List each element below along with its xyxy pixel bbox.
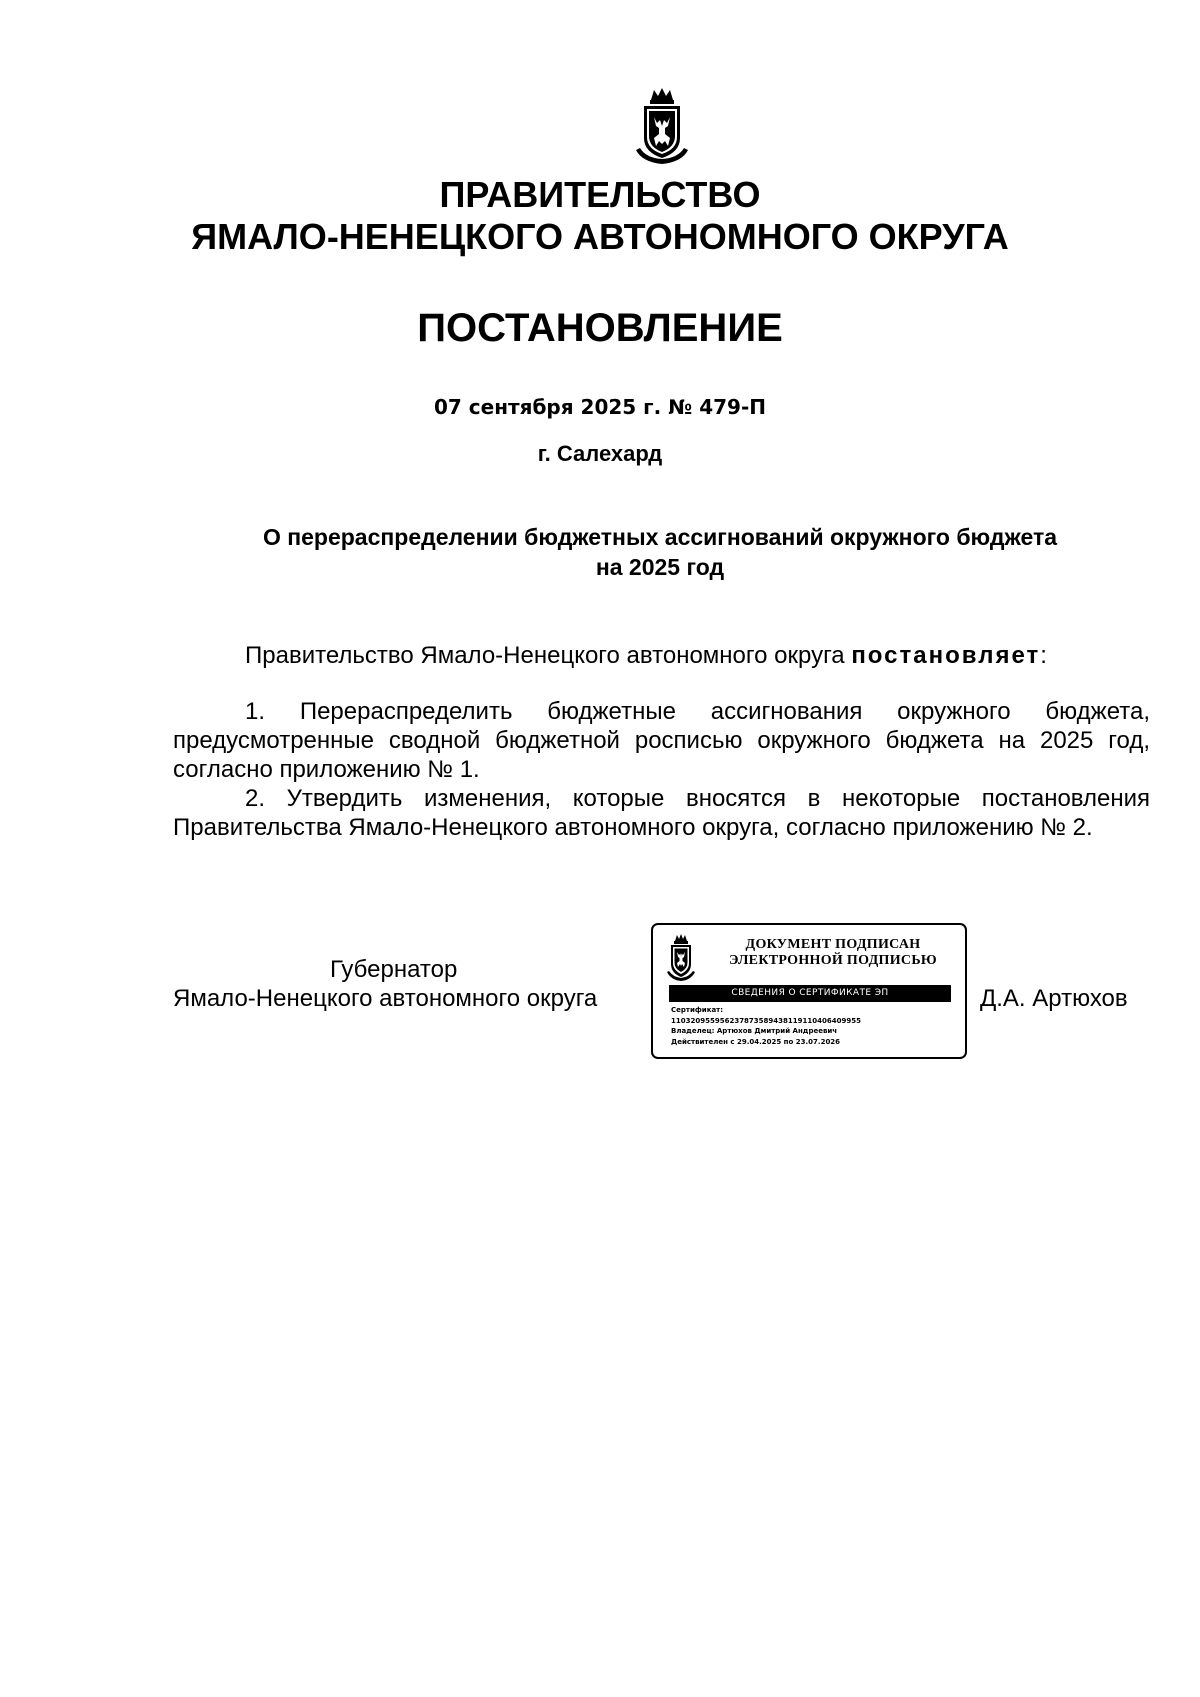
- government-title-line-2: ЯМАЛО-НЕНЕЦКОГО АВТОНОМНОГО ОКРУГА: [191, 216, 1009, 257]
- stamp-title: [703, 937, 963, 969]
- certificate-number: 11032095595623787358943811911040640995​5: [671, 1016, 861, 1025]
- subject-line-1: О перераспределении бюджетных ассигнований окружного бюджета: [262, 524, 1058, 550]
- stamp-coat-of-arms-icon: [665, 933, 697, 983]
- electronic-signature-stamp: [651, 923, 967, 1059]
- preamble-emphasis: постановляет: [851, 642, 1041, 669]
- subject-line-2: на 2025 год: [595, 554, 725, 580]
- clause-1: 1. Перераспределить бюджетные ассигнования окружного бюджета, предусмотренные сводной бюджетной росписью окружного бюджета на 2025 год, согласно приложению № 1.: [173, 698, 1150, 783]
- document-subject: [190, 522, 1130, 582]
- signatory-position-line-1: Губернатор: [330, 956, 458, 983]
- document-city: г. Салехард: [537, 441, 663, 466]
- certificate-validity: Действителен с 29.04.2025 по 23.07.2026: [671, 1037, 841, 1046]
- document-type-title: ПОСТАНОВЛЕНИЕ: [417, 306, 783, 350]
- stamp-certificate-bar: СВЕДЕНИЯ О СЕРТИФИКАТЕ ЭП: [669, 985, 951, 1002]
- preamble-end: :: [1040, 642, 1047, 669]
- stamp-title-line-2: ЭЛЕКТРОННОЙ ПОДПИСЬЮ: [729, 953, 937, 968]
- certificate-owner: Владелец: Артюхов Дмитрий Андреевич: [671, 1027, 838, 1035]
- certificate-label: Сертификат:: [671, 1006, 724, 1014]
- government-title-line-1: ПРАВИТЕЛЬСТВО: [439, 174, 761, 215]
- clauses-list: [173, 697, 1150, 842]
- stamp-title-line-1: ДОКУМЕНТ ПОДПИСАН: [745, 937, 921, 952]
- preamble-paragraph: [173, 641, 1150, 670]
- clause-2: 2. Утвердить изменения, которые вносятся в некоторые постановления Правительства Ямало-Ненецкого автономного округа, согласно приложению № 2.: [173, 785, 1150, 841]
- stamp-certificate-details: [671, 1005, 956, 1047]
- preamble-text: Правительство Ямало-Ненецкого автономного округа: [245, 642, 852, 669]
- signatory-position: [173, 955, 643, 1013]
- signatory-position-line-2: Ямало-Ненецкого автономного округа: [173, 985, 598, 1012]
- document-date-number: 07 сентября 2025 г. № 479-П: [433, 395, 766, 419]
- signatory-name: Д.А. Артюхов: [980, 985, 1128, 1012]
- coat-of-arms-icon: [632, 86, 692, 168]
